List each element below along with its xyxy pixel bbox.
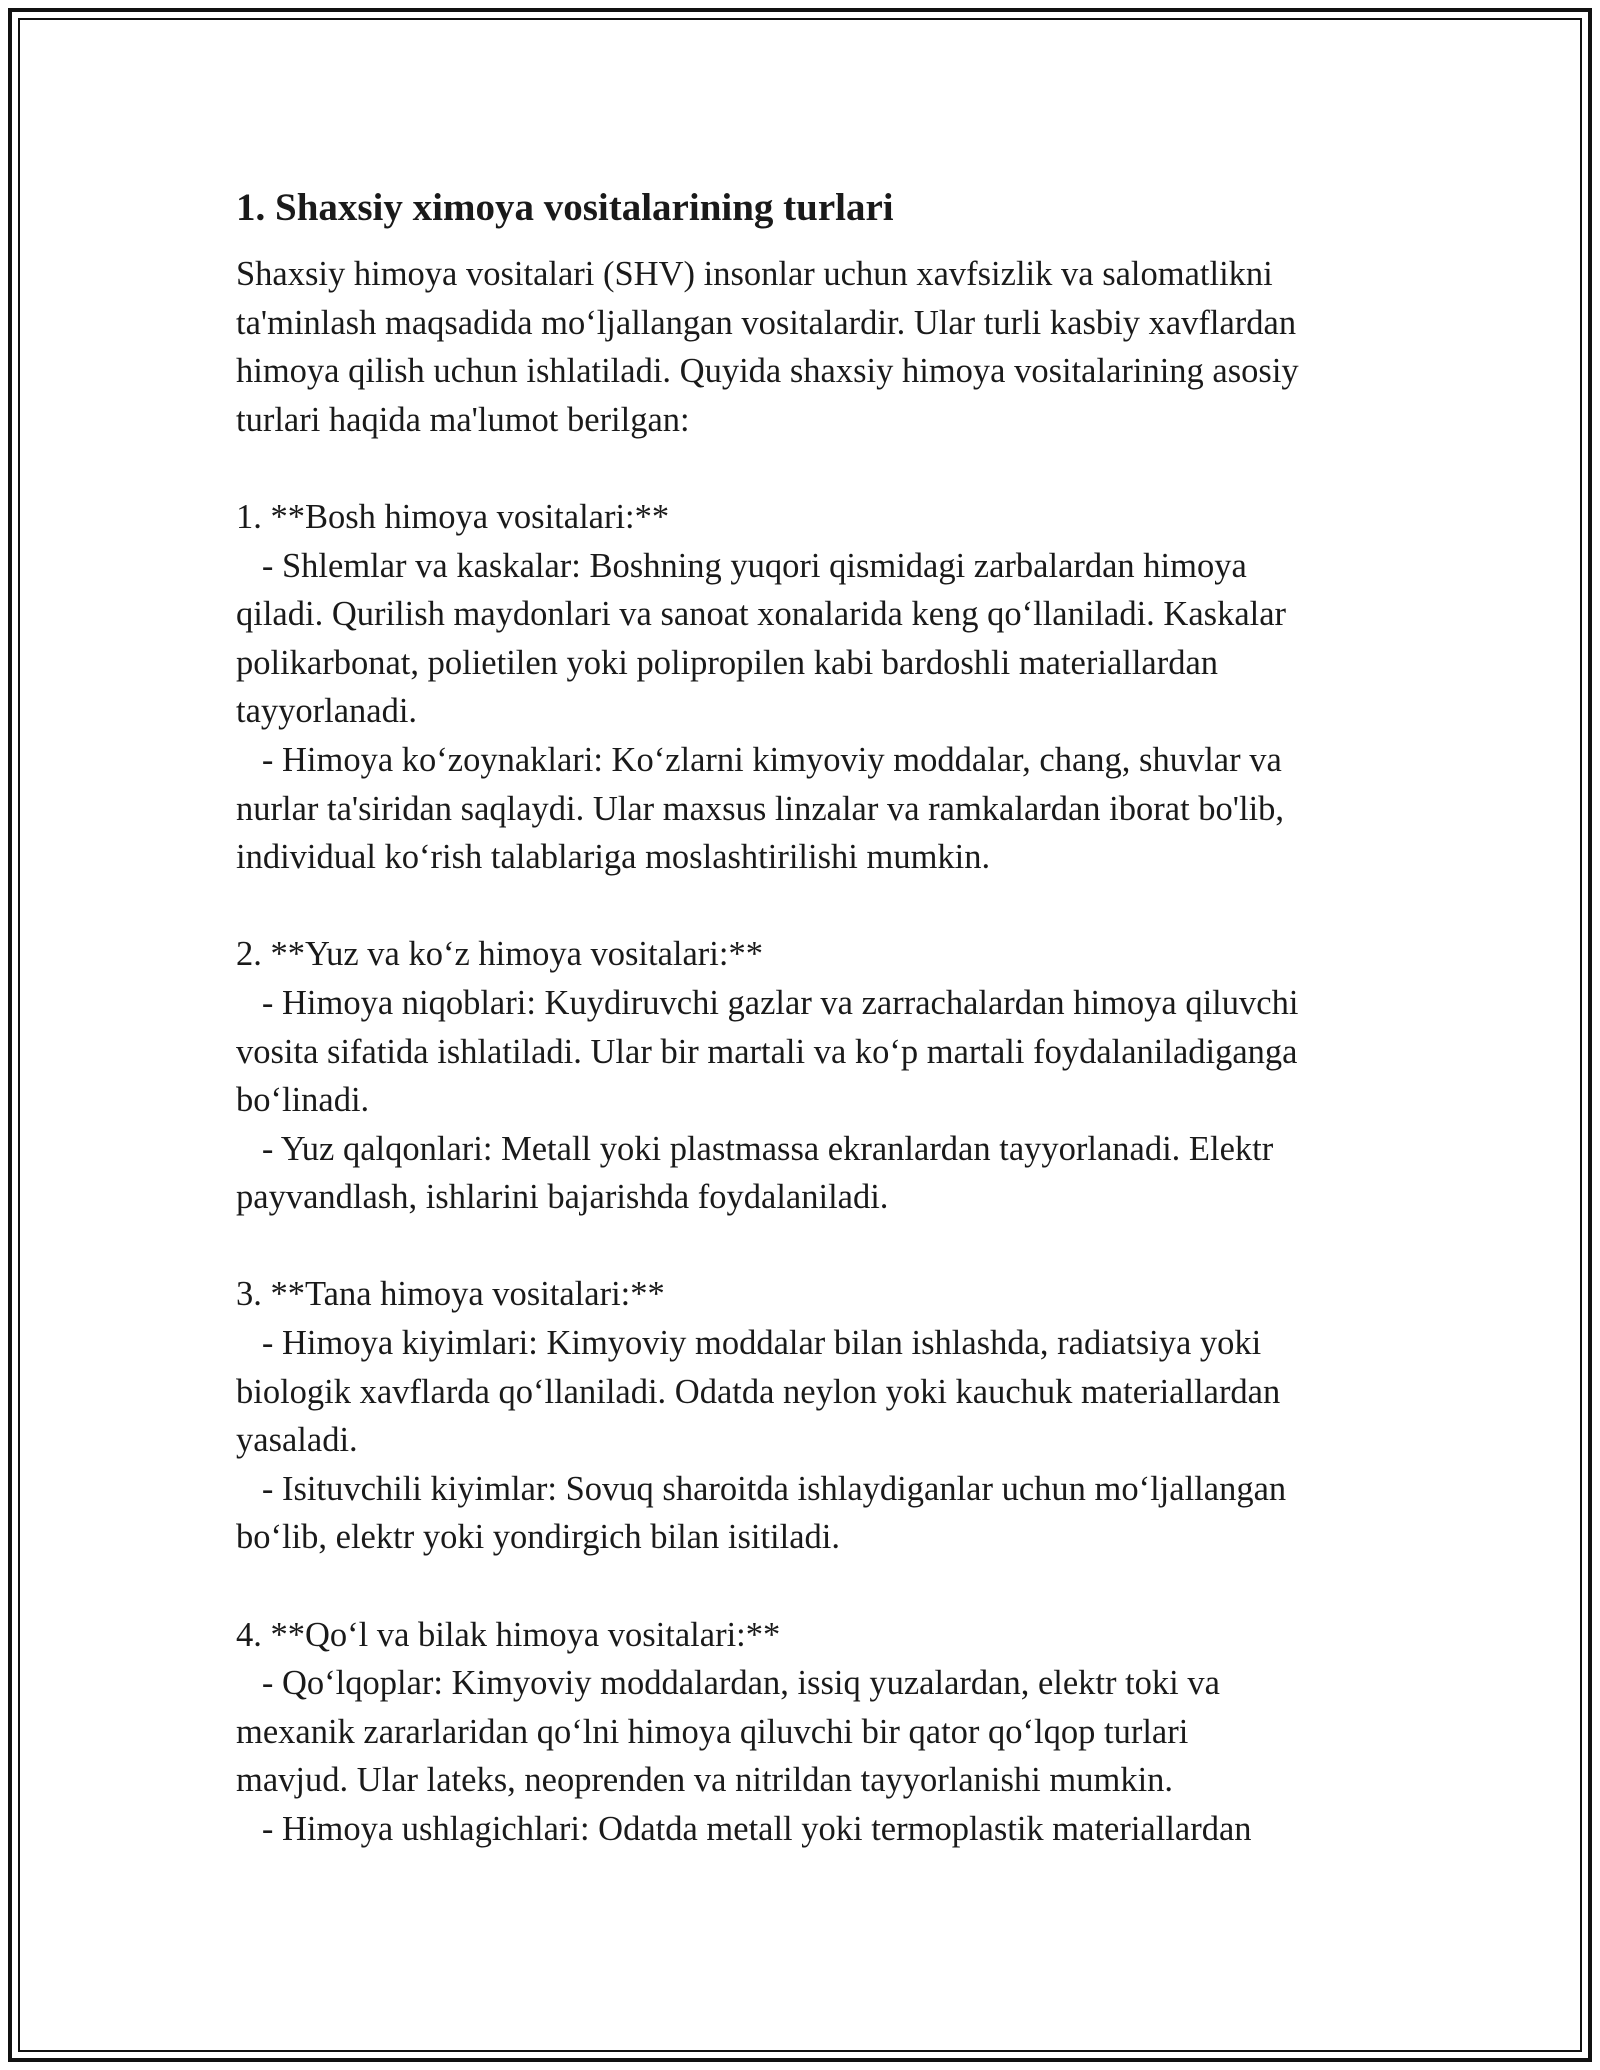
document-body: Shaxsiy himoya vositalari (SHV) insonlar uchun xavfsizlik va salomatlikni ta'minlash maqsadida moʻljallangan vositalardir. Ular turli kasbiy xavflardan himoya qilish uchun ishlatiladi. Quyida shaxsiy himoya vositalarining asosiy turlari haqida ma'lumot berilgan: 1. **Bosh himoya vositalari:** - Shlemlar va kaskalar: Boshning yuqori qismidagi zarbalardan himoya qiladi. Qurilish maydonlari va sanoat xonalarida keng qoʻllaniladi. Kaskalar polikarbonat, polietilen yoki polipropilen kabi bardoshli materiallardan tayyorlanadi. - Himoya koʻzoynaklari: Koʻzlarni kimyoviy moddalar, chang, shuvlar va nurlar ta'siridan saqlaydi. Ular maxsus linzalar va ramkalardan iborat bo'lib, individual koʻrish talablariga moslashtirilishi mumkin. 2. **Yuz va koʻz himoya vositalari:** - Himoya niqoblari: Kuydiruvchi gazlar va zarrachalardan himoya qiluvchi vosita sifatida ishlatiladi. Ular bir martali va koʻp martali foydalaniladiganga boʻlinadi. - Yuz qalqonlari: Metall yoki plastmassa ekranlardan tayyorlanadi. Elektr payvandlash, ishlarini bajarishda foydalaniladi. 3. **Tana himoya vositalari:** - Himoya kiyimlari: Kimyoviy moddalar bilan ishlashda, radiatsiya yoki biologik xavflarda qoʻllaniladi. Odatda neylon yoki kauchuk materiallardan yasaladi. - Isituvchili kiyimlar: Sovuq sharoitda ishlaydiganlar uchun moʻljallangan boʻlib, elektr yoki yondirgich bilan isitiladi. 4. **Qoʻl va bilak himoya vositalari:** - Qoʻlqoplar: Kimyoviy moddalardan, issiq yuzalardan, elektr toki va mexanik zararlaridan qoʻlni himoya qiluvchi bir qator qoʻlqop turlari mavjud. Ular lateks, neoprenden va nitrildan tayyorlanishi mumkin. - Himoya ushlagichlari: Odatda metall yoki termoplastik materiallardan — [236, 255, 1299, 1848]
document-heading: 1. Shaxsiy ximoya vositalarining turlari — [236, 186, 894, 229]
document-content — [236, 180, 1396, 1854]
